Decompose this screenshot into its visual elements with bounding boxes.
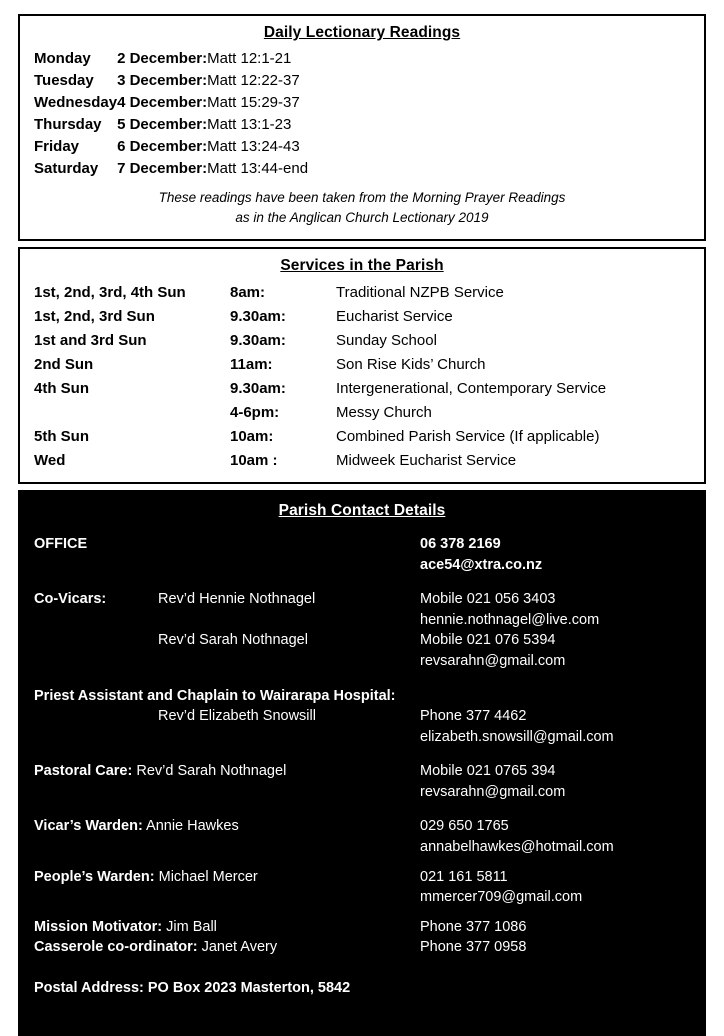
service-when: [34, 400, 230, 424]
table-row: [34, 157, 308, 179]
vicars-warden-line: [34, 816, 420, 837]
spacer: [34, 575, 690, 589]
table-row: [34, 937, 690, 958]
table-row: [34, 686, 690, 707]
service-name: Messy Church: [336, 403, 432, 421]
lectionary-day: Thursday: [34, 115, 102, 133]
peoples-warden-email: mmercer709@gmail.com: [420, 889, 583, 906]
mission-motivator-line: [34, 917, 420, 938]
service-name: Intergenerational, Contemporary Service: [336, 379, 607, 397]
table-row: [34, 589, 690, 610]
vicars-warden-label: Vicar’s Warden:: [34, 818, 143, 835]
lectionary-reading: Matt 12:1-21: [207, 49, 292, 67]
lectionary-day: Monday: [34, 49, 91, 67]
casserole-phone: Phone 377 0958: [420, 939, 527, 956]
covicar-phone: Mobile 021 076 5394: [420, 632, 556, 649]
lectionary-reading: Matt 15:29-37: [207, 93, 300, 111]
table-row: [34, 555, 690, 576]
service-when: 5th Sun: [34, 427, 89, 445]
service-time: 10am:: [230, 427, 274, 445]
service-when: Wed: [34, 451, 66, 469]
spacer: [34, 672, 690, 686]
contacts-table: [34, 534, 690, 958]
service-when: 1st and 3rd Sun: [34, 331, 147, 349]
service-time: 4-6pm:: [230, 403, 280, 421]
table-row: [34, 867, 690, 888]
pastoral-care-name: Rev’d Sarah Nothnagel: [136, 763, 287, 780]
spacer: [34, 802, 690, 816]
covicars-label: Co-Vicars:: [34, 591, 107, 608]
priest-assistant-heading: Priest Assistant and Chaplain to Wairarapa Hospital:: [34, 687, 396, 704]
table-row: [34, 651, 690, 672]
table-row: [34, 304, 698, 328]
table-row: [34, 727, 690, 748]
service-time: 8am:: [230, 283, 266, 301]
table-row: [34, 91, 308, 113]
lectionary-table: [34, 47, 308, 179]
table-row: [34, 610, 690, 631]
pastoral-care-line: [34, 761, 420, 782]
office-email: ace54@xtra.co.nz: [420, 556, 543, 573]
table-row: [34, 887, 690, 908]
covicar-name: Rev’d Hennie Nothnagel: [158, 591, 316, 608]
lectionary-reading: Matt 13:24-43: [207, 137, 300, 155]
lectionary-date: 2 December:: [117, 49, 208, 67]
lectionary-reading: Matt 13:1-23: [207, 115, 292, 133]
postal-address: Postal Address: PO Box 2023 Masterton, 5842: [34, 979, 351, 996]
lectionary-day: Wednesday: [34, 93, 118, 111]
table-row: [34, 534, 690, 555]
covicar-name: Rev’d Sarah Nothnagel: [158, 632, 308, 649]
service-time: 10am :: [230, 451, 278, 469]
casserole-name: Janet Avery: [201, 939, 278, 956]
table-row: [34, 917, 690, 938]
service-when: 4th Sun: [34, 379, 89, 397]
spacer: [34, 858, 690, 867]
service-name: Midweek Eucharist Service: [336, 451, 517, 469]
service-time: 9.30am:: [230, 331, 286, 349]
peoples-warden-name: Michael Mercer: [158, 868, 258, 885]
casserole-line: [34, 937, 420, 958]
spacer: [34, 908, 690, 917]
service-time: 11am:: [230, 355, 273, 373]
priest-assistant-email: elizabeth.snowsill@gmail.com: [420, 728, 614, 745]
lectionary-note-line-1: These readings have been taken from the Morning Prayer Readings: [158, 190, 566, 205]
service-when: 2nd Sun: [34, 355, 94, 373]
lectionary-note: [30, 188, 694, 227]
lectionary-date: 7 December:: [117, 159, 208, 177]
lectionary-day: Tuesday: [34, 71, 94, 89]
casserole-label: Casserole co-ordinator:: [34, 939, 198, 956]
mission-motivator-name: Jim Ball: [166, 918, 217, 935]
table-row: [34, 328, 698, 352]
service-time: 9.30am:: [230, 307, 286, 325]
service-name: Eucharist Service: [336, 307, 453, 325]
table-row: [34, 706, 690, 727]
covicar-phone: Mobile 021 056 3403: [420, 591, 556, 608]
peoples-warden-line: [34, 867, 420, 888]
contacts-title: Parish Contact Details: [278, 502, 446, 520]
office-label: OFFICE: [34, 536, 88, 553]
peoples-warden-label: People’s Warden:: [34, 868, 155, 885]
vicars-warden-name: Annie Hawkes: [146, 818, 239, 835]
table-row: [34, 761, 690, 782]
mission-motivator-label: Mission Motivator:: [34, 918, 163, 935]
lectionary-date: 5 December:: [117, 115, 208, 133]
vicars-warden-email: annabelhawkes@hotmail.com: [420, 839, 614, 856]
services-title: Services in the Parish: [280, 257, 444, 275]
service-name: Traditional NZPB Service: [336, 283, 504, 301]
table-row: [34, 69, 308, 91]
mission-motivator-phone: Phone 377 1086: [420, 918, 527, 935]
table-row: [34, 280, 698, 304]
office-spacer: [158, 534, 420, 555]
vicars-warden-phone: 029 650 1765: [420, 818, 509, 835]
covicar-email: revsarahn@gmail.com: [420, 653, 566, 670]
table-row: [34, 630, 690, 651]
table-row: [34, 782, 690, 803]
pastoral-care-email: revsarahn@gmail.com: [420, 783, 566, 800]
table-row: [34, 400, 698, 424]
table-row: [34, 837, 690, 858]
table-row: [34, 352, 698, 376]
table-row: [34, 376, 698, 400]
lectionary-section: [18, 14, 706, 241]
contacts-section: [18, 490, 706, 1036]
peoples-warden-phone: 021 161 5811: [420, 868, 508, 885]
service-when: 1st, 2nd, 3rd, 4th Sun: [34, 283, 186, 301]
lectionary-title: Daily Lectionary Readings: [263, 24, 461, 41]
table-row: [34, 47, 308, 69]
lectionary-day: Saturday: [34, 159, 99, 177]
services-table: [34, 280, 698, 472]
lectionary-date: 4 December:: [117, 93, 208, 111]
lectionary-date: 3 December:: [117, 71, 208, 89]
pastoral-care-label: Pastoral Care:: [34, 763, 133, 780]
table-row: [34, 135, 308, 157]
covicar-email: hennie.nothnagel@live.com: [420, 611, 600, 628]
office-phone: 06 378 2169: [420, 536, 501, 553]
priest-assistant-name: Rev’d Elizabeth Snowsill: [158, 708, 316, 725]
table-row: [34, 113, 308, 135]
service-when: 1st, 2nd, 3rd Sun: [34, 307, 155, 325]
service-time: 9.30am:: [230, 379, 286, 397]
pastoral-care-phone: Mobile 021 0765 394: [420, 763, 556, 780]
lectionary-reading: Matt 12:22-37: [207, 71, 300, 89]
table-row: [34, 448, 698, 472]
priest-assistant-phone: Phone 377 4462: [420, 708, 527, 725]
service-name: Son Rise Kids’ Church: [336, 355, 486, 373]
spacer: [34, 747, 690, 761]
service-name: Sunday School: [336, 331, 437, 349]
lectionary-day: Friday: [34, 137, 80, 155]
service-name: Combined Parish Service (If applicable): [336, 427, 600, 445]
lectionary-reading: Matt 13:44-end: [207, 159, 309, 177]
lectionary-note-line-2: as in the Anglican Church Lectionary 2019: [235, 209, 489, 225]
lectionary-date: 6 December:: [117, 137, 208, 155]
table-row: [34, 816, 690, 837]
services-section: [18, 247, 706, 484]
table-row: [34, 424, 698, 448]
